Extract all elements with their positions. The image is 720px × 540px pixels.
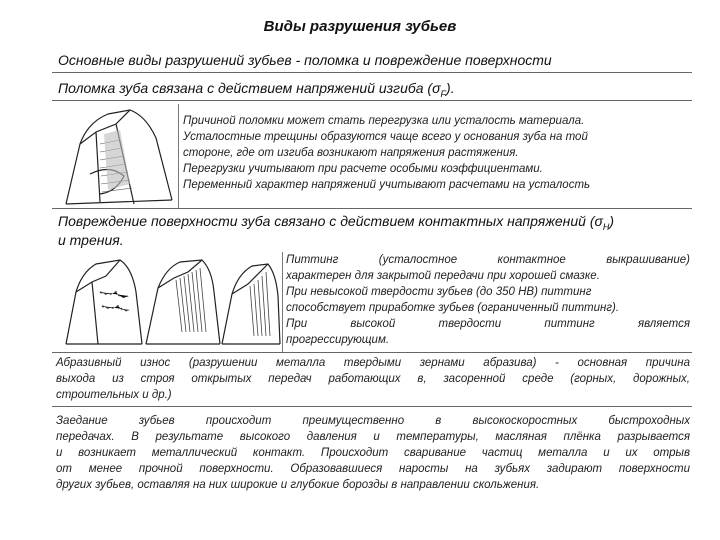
page-title: Виды разрушения зубьев [263, 18, 457, 35]
surface-heading-line2: и трения. [58, 232, 124, 248]
divider [52, 100, 692, 101]
divider [52, 72, 692, 73]
abrasive-wear-description: Абразивный износ (разрушении металла твердыми зернами абразива) - основная причина выхода из строя открытых передач работающих в, засоренной среде (горных, дорожных, строительных и др.) [56, 357, 690, 401]
divider [52, 208, 692, 209]
breakage-heading: Поломка зуба связана с действием напряжений изгиба $(\sigma_F)$. [58, 80, 455, 99]
tooth-pitting-illustration [62, 252, 282, 352]
divider [178, 104, 179, 208]
divider [52, 352, 692, 353]
tooth-breakage-illustration [60, 104, 178, 209]
surface-heading: Повреждение поверхности зуба связано с действием контактных напряжений $(\sigma_H)$ [58, 213, 615, 232]
breakage-description: Причиной поломки может стать перегрузка или усталость материала. Усталостные трещины образуются чаще всего у основания зуба на той стороне, где от изгиба возникают напряжения растяжения. Перегрузки учитывают при расчете особыми коэффициентами. Переменный характер напряжений учитывают расчетами на усталость [183, 115, 591, 191]
scoring-description: Заедание зубьев происходит преимущественно в высокоскоростных быстроходных передачах. В результате высокого давления и температуры, масляная плёнка разрывается и возникает металлический контакт. Происходит сваривание частиц металла и их отрыв от менее прочной поверхности. Образовавшиеся наросты на зубьях задирают поверхности других зубьев, оставляя на них широкие и глубокие борозды в направлении скольжения. [56, 415, 690, 491]
divider [282, 252, 283, 352]
intro-line: Основные виды разрушений зубьев - поломка и повреждение поверхности [58, 52, 552, 68]
pitting-description: Питтинг (усталостное контактное выкрашивание) характерен для закрытой передачи при хорошей смазке. При невысокой твердости зубьев (до 350 НВ) питтинг способствует приработке зубьев (ограниченный питтинг). При высокой твердости питтинг является прогрессирующим. [286, 254, 690, 346]
divider [52, 406, 692, 407]
